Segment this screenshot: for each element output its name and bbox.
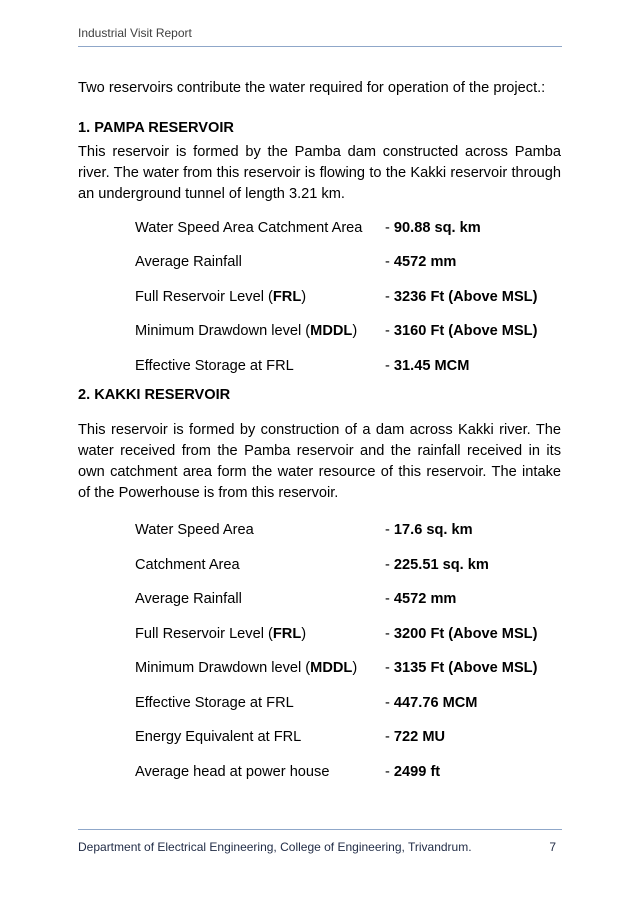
spec-value-text: 90.88 sq. km xyxy=(393,219,481,236)
kakki-spec-row xyxy=(78,652,561,687)
spec-label-text: Minimum Drawdown level ( xyxy=(135,323,311,340)
spec-label xyxy=(135,252,385,273)
spec-value xyxy=(385,624,537,645)
spec-value-text: 447.76 MCM xyxy=(393,694,478,711)
spec-label-abbrev: FRL xyxy=(272,625,302,642)
spec-label xyxy=(135,356,385,377)
spec-value xyxy=(385,555,489,576)
spec-dash: - xyxy=(385,522,394,539)
spec-label-text: Average Rainfall xyxy=(135,591,242,608)
spec-dash: - xyxy=(385,694,394,711)
kakki-spec-list xyxy=(78,514,561,790)
spec-label-text: Average head at power house xyxy=(135,763,330,780)
spec-label xyxy=(135,727,385,748)
spec-value xyxy=(385,693,477,714)
spec-label-abbrev: MDDL xyxy=(310,323,353,340)
pampa-spec-list xyxy=(78,211,561,384)
spec-value xyxy=(385,252,456,273)
spec-label xyxy=(135,287,385,308)
spec-value-text: 3135 Ft (Above MSL) xyxy=(393,660,538,677)
spec-label-suffix: ) xyxy=(352,323,358,340)
intro-text: Two reservoirs contribute the water required for operation of the project.: xyxy=(78,80,546,96)
spec-value-text: 3200 Ft (Above MSL) xyxy=(393,625,538,642)
spec-dash: - xyxy=(385,556,394,573)
kakki-spec-row xyxy=(78,721,561,756)
spec-value-text: 3236 Ft (Above MSL) xyxy=(393,288,538,305)
pampa-spec-row xyxy=(78,349,561,384)
spec-value xyxy=(385,727,445,748)
spec-label xyxy=(135,658,385,679)
pampa-title: 1. PAMPA RESERVOIR xyxy=(78,120,234,136)
spec-label-suffix: ) xyxy=(352,660,358,677)
spec-label-text: Catchment Area xyxy=(135,556,240,573)
spec-value-text: 4572 mm xyxy=(393,591,457,608)
spec-value-text: 4572 mm xyxy=(393,254,457,271)
spec-label-text: Effective Storage at FRL xyxy=(135,694,294,711)
spec-dash: - xyxy=(385,625,394,642)
spec-label-text: Full Reservoir Level ( xyxy=(135,625,273,642)
kakki-title: 2. KAKKI RESERVOIR xyxy=(78,386,231,403)
kakki-spec-row xyxy=(78,686,561,721)
spec-value-text: 722 MU xyxy=(393,729,446,746)
spec-dash: - xyxy=(385,219,394,236)
spec-label-text: Water Speed Area Catchment Area xyxy=(135,219,363,236)
footer-divider xyxy=(78,829,562,830)
spec-value xyxy=(385,321,537,342)
spec-label-text: Water Speed Area xyxy=(135,522,254,539)
spec-dash: - xyxy=(385,591,394,608)
spec-value xyxy=(385,658,537,679)
spec-label-suffix: ) xyxy=(301,625,307,642)
pampa-description: This reservoir is formed by the Pamba dam constructed across Pamba river. The water from this reservoir is flowing to the Kakki reservoir through an underground tunnel of length 3.21 km. xyxy=(78,144,561,202)
spec-dash: - xyxy=(385,660,394,677)
kakki-spec-row xyxy=(78,514,561,549)
spec-label-abbrev: MDDL xyxy=(310,660,353,677)
spec-value-text: 225.51 sq. km xyxy=(393,556,489,573)
spec-dash: - xyxy=(385,357,394,374)
spec-value-text: 2499 ft xyxy=(393,763,441,780)
page-content xyxy=(78,78,561,790)
footer xyxy=(78,840,556,854)
spec-label-text: Effective Storage at FRL xyxy=(135,357,294,374)
spec-label-text: Average Rainfall xyxy=(135,254,242,271)
spec-value xyxy=(385,520,473,541)
pampa-spec-row xyxy=(78,211,561,246)
spec-value xyxy=(385,589,456,610)
spec-dash: - xyxy=(385,254,394,271)
kakki-spec-row xyxy=(78,755,561,790)
spec-value xyxy=(385,356,469,377)
spec-label xyxy=(135,555,385,576)
spec-label xyxy=(135,589,385,610)
pampa-spec-row xyxy=(78,246,561,281)
spec-label xyxy=(135,520,385,541)
pampa-spec-row xyxy=(78,315,561,350)
spec-label-suffix: ) xyxy=(301,288,307,305)
spec-label xyxy=(135,693,385,714)
kakki-spec-row xyxy=(78,583,561,618)
header-divider xyxy=(78,46,562,47)
spec-value-text: 31.45 MCM xyxy=(393,357,470,374)
spec-value xyxy=(385,762,440,783)
page-number: 7 xyxy=(549,840,556,854)
spec-dash: - xyxy=(385,288,394,305)
spec-label-abbrev: FRL xyxy=(272,288,302,305)
spec-value xyxy=(385,218,481,239)
header-title: Industrial Visit Report xyxy=(78,26,192,40)
spec-value-text: 17.6 sq. km xyxy=(393,522,473,539)
spec-dash: - xyxy=(385,729,394,746)
kakki-spec-row xyxy=(78,548,561,583)
spec-label xyxy=(135,218,385,239)
spec-value xyxy=(385,287,537,308)
spec-label-text: Minimum Drawdown level ( xyxy=(135,660,311,677)
spec-value-text: 3160 Ft (Above MSL) xyxy=(393,323,538,340)
kakki-spec-row xyxy=(78,617,561,652)
spec-label xyxy=(135,762,385,783)
spec-label-text: Energy Equivalent at FRL xyxy=(135,729,302,746)
kakki-description: This reservoir is formed by construction of a dam across Kakki river. The water received from the Pamba reservoir and the rainfall received in its own catchment area form the water resource of this reservoir. The intake of the Powerhouse is from this reservoir. xyxy=(78,421,561,501)
spec-label xyxy=(135,321,385,342)
spec-dash: - xyxy=(385,323,394,340)
spec-label xyxy=(135,624,385,645)
footer-department: Department of Electrical Engineering, College of Engineering, Trivandrum. xyxy=(78,840,472,854)
spec-dash: - xyxy=(385,763,394,780)
spec-label-text: Full Reservoir Level ( xyxy=(135,288,273,305)
pampa-spec-row xyxy=(78,280,561,315)
